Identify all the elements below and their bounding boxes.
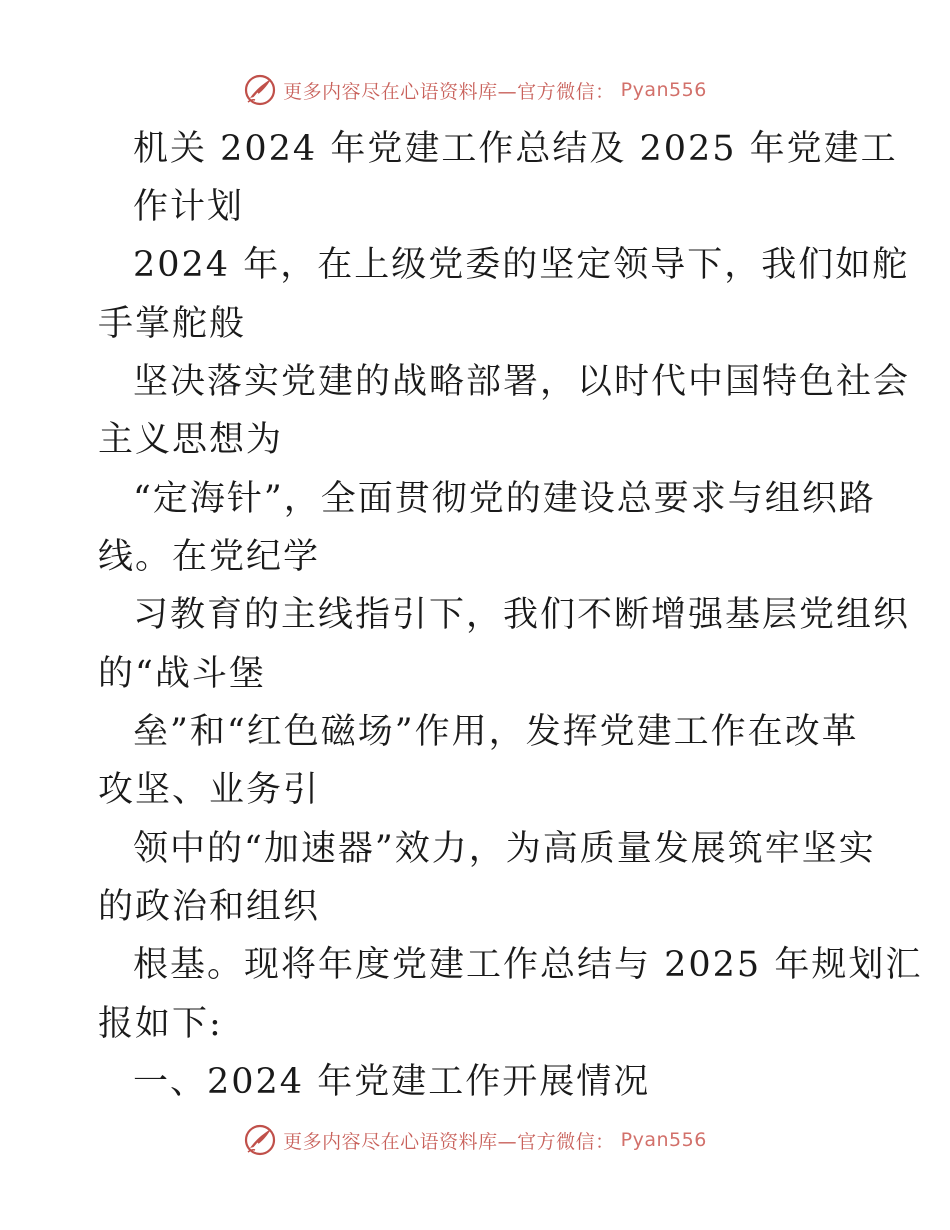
body-text-line: 手掌舵般 xyxy=(98,304,247,344)
body-text-line: “定海针”，全面贯彻党的建设总要求与组织路 xyxy=(133,479,876,519)
body-text-line: 主义思想为 xyxy=(98,420,284,460)
body-text-line: 线。在党纪学 xyxy=(98,537,321,577)
body-text-line: 根基。现将年度党建工作总结与 2025 年规划汇 xyxy=(133,945,923,985)
body-text-line: 报如下: xyxy=(98,1004,223,1044)
quill-logo-icon xyxy=(243,1123,277,1157)
watermark-wechat-id: Pyan556 xyxy=(620,79,707,101)
body-text-line: 垒”和“红色磁场”作用，发挥党建工作在改革 xyxy=(133,712,859,752)
body-text-line: 2024 年，在上级党委的坚定领导下，我们如舵 xyxy=(133,245,910,285)
document-title-line-2: 作计划 xyxy=(133,187,245,227)
watermark-text: 更多内容尽在心语资料库—官方微信： xyxy=(283,80,615,103)
body-text-line: 的政治和组织 xyxy=(98,887,321,927)
watermark-header xyxy=(0,70,950,110)
quill-logo-icon xyxy=(243,73,277,107)
watermark-wechat-id: Pyan556 xyxy=(620,1129,707,1151)
body-text-line: 坚决落实党建的战略部署，以时代中国特色社会 xyxy=(133,362,911,402)
body-text-line: 习教育的主线指引下，我们不断增强基层党组织 xyxy=(133,595,911,635)
body-text-line: 的“战斗堡 xyxy=(98,654,266,694)
watermark-footer xyxy=(0,1120,950,1160)
watermark-text: 更多内容尽在心语资料库—官方微信： xyxy=(283,1130,615,1153)
body-text-line: 领中的“加速器”效力，为高质量发展筑牢坚实 xyxy=(133,829,876,869)
section-heading: 一、2024 年党建工作开展情况 xyxy=(133,1062,651,1102)
body-text-line: 攻坚、业务引 xyxy=(98,770,321,810)
document-title-line-1: 机关 2024 年党建工作总结及 2025 年党建工 xyxy=(133,129,898,169)
